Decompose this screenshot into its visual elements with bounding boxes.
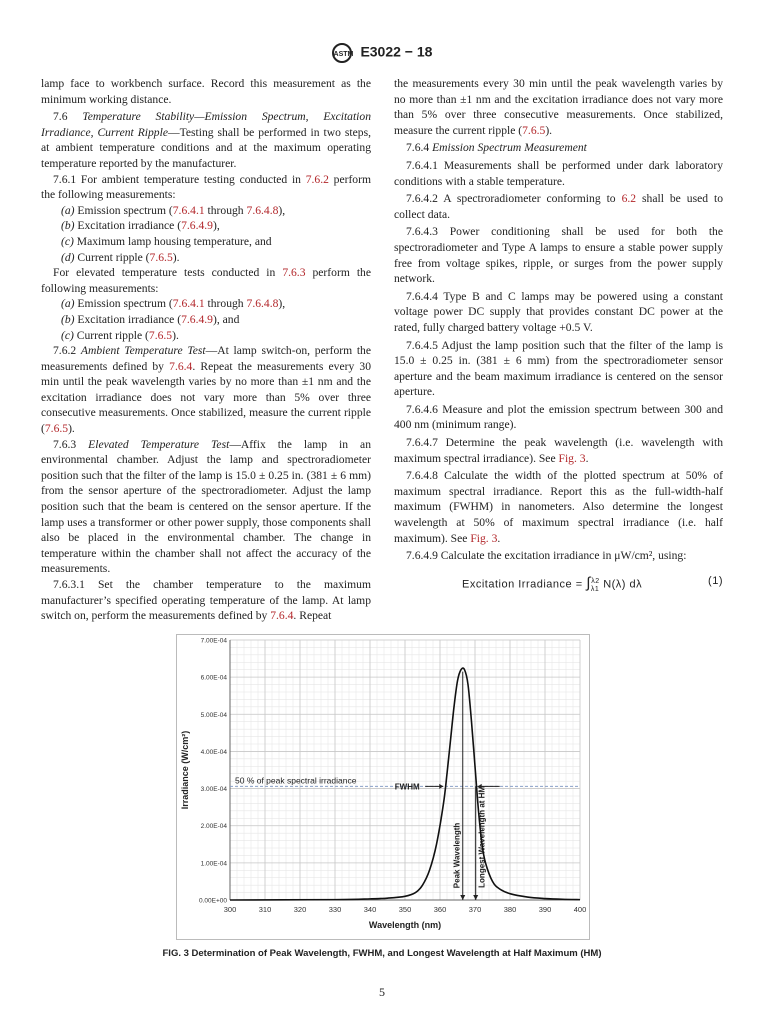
right-column-paragraph <box>394 435 723 466</box>
y-tick-label: 6.00E-04 <box>200 674 227 682</box>
text-run: ). <box>172 250 180 264</box>
cross-reference-link[interactable]: 7.6.4.1 <box>172 203 205 217</box>
half-max-label: 50 % of peak spectral irradiance <box>235 775 357 786</box>
integrand: N(λ) dλ <box>603 578 643 591</box>
text-run: lamp face to workbench surface. Record this measurement as the minimum working distance. <box>41 77 371 106</box>
text-run: 7.6.4.9 Calculate the excitation irradiance in μW/cm², using: <box>406 549 687 563</box>
right-column-paragraph <box>394 191 723 222</box>
equation-number: (1) <box>708 574 723 587</box>
cross-reference-link[interactable]: Fig. 3 <box>558 451 586 465</box>
astm-logo-icon: ASTM <box>332 43 352 63</box>
text-run: perform the following measurements: <box>41 172 371 202</box>
text-run: (b) <box>61 312 75 326</box>
left-column-paragraph <box>41 234 371 250</box>
y-tick-label: 4.00E-04 <box>200 748 227 756</box>
y-tick-label: 5.00E-04 <box>200 711 227 719</box>
left-column-paragraph <box>41 203 371 219</box>
text-run: through <box>204 297 247 311</box>
text-run: 7.6.2 <box>53 344 81 358</box>
integral-lower: λ1 <box>590 585 600 593</box>
text-run: (b) <box>61 219 75 233</box>
right-column-paragraph <box>394 140 723 156</box>
y-tick-label: 3.00E-04 <box>200 786 227 794</box>
text-run: Excitation irradiance ( <box>74 312 182 326</box>
left-column-paragraph <box>41 343 371 437</box>
left-column-paragraph <box>41 172 371 203</box>
text-run: ), <box>278 203 286 217</box>
text-run: Emission Spectrum Measurement <box>432 141 587 155</box>
left-column-paragraph <box>41 76 371 107</box>
cross-reference-link[interactable]: 7.6.4.8 <box>246 203 279 217</box>
text-run: ), and <box>212 312 240 326</box>
left-column-paragraph <box>41 250 371 266</box>
text-run: Current ripple ( <box>74 250 150 264</box>
cross-reference-link[interactable]: 7.6.4.1 <box>172 297 205 311</box>
text-run: Emission spectrum ( <box>74 297 173 311</box>
cross-reference-link[interactable]: Fig. 3 <box>470 531 498 545</box>
left-column-paragraph <box>41 296 371 312</box>
page-header <box>0 43 764 63</box>
text-run: —At lamp switch-on, perform the measurements defined by <box>41 344 371 373</box>
text-run: 7.6.3.1 Set the chamber temperature to the maximum manufacturer’s specified operating temperature of the lamp. At lamp switch on, perform the measurements defined by <box>41 578 371 623</box>
text-run: 7.6 <box>53 110 83 124</box>
text-run: —Testing shall be performed in two steps, at ambient temperature conditions and at the maximum operating temperature reported by the manufacturer. <box>41 125 371 170</box>
left-column <box>41 76 371 624</box>
x-tick-label: 400 <box>573 905 587 914</box>
cross-reference-link[interactable]: 7.6.4.9 <box>181 312 213 326</box>
right-column-paragraph <box>394 158 723 189</box>
x-tick-label: 330 <box>328 905 342 914</box>
cross-reference-link[interactable]: 7.6.4.8 <box>246 297 279 311</box>
text-run: 7.6.4.8 Calculate the width of the plotted spectrum at 50% of maximum spectral irradiance. Report this as the full-width-half maximum (FWHM) in nanometers. Also determine the longest wavelength at 50% of maximum spectral irradiance (i.e. half maximum). See <box>394 469 723 545</box>
chart-frame <box>177 635 590 940</box>
cross-reference-link[interactable]: 6.2 <box>621 192 637 206</box>
text-run: 7.6.3 <box>53 437 89 451</box>
cross-reference-link[interactable]: 7.6.5 <box>522 123 546 137</box>
text-run: ), <box>278 297 286 311</box>
text-run: —Affix the lamp in an environmental chamber. Adjust the lamp and spectroradiometer position such that the filter of the lamp is 15.0 ± 0.25 in. (381 ± 6 mm) from the sensor aperture of the spectroradiometer. Adjust the lamp position such that the beam is centered on the sensor aperture. If the lamp uses a transformer or other power supply, those components shall also be placed in the environmental chamber. The change in temperature within the chamber shall not affect the accuracy of the measurements. <box>41 437 371 576</box>
text-run: shall be used to collect data. <box>394 192 723 221</box>
peak-wavelength-label: Peak Wavelength <box>452 822 462 889</box>
left-column-paragraph <box>41 218 371 234</box>
text-run: through <box>204 203 247 217</box>
y-tick-label: 0.00E+00 <box>198 897 227 905</box>
text-run: Ambient Temperature Test <box>80 344 206 358</box>
text-run: perform the following measurements: <box>41 266 371 295</box>
x-tick-label: 350 <box>398 905 412 914</box>
x-tick-label: 300 <box>223 905 237 914</box>
figure-caption: FIG. 3 Determination of Peak Wavelength, FWHM, and Longest Wavelength at Half Maximum (HM) <box>162 948 602 959</box>
text-run: 7.6.4.2 A spectroradiometer conforming to <box>406 192 622 206</box>
figure-3-chart <box>176 634 590 940</box>
text-run: the measurements every 30 min until the peak wavelength varies by no more than ±1 nm and the excitation irradiance does not vary more than 5% over three consecutive measurements. Once stabilized, measure the current ripple ( <box>394 77 723 137</box>
text-run: ). <box>545 123 553 137</box>
cross-reference-link[interactable]: 7.6.4.9 <box>181 219 213 233</box>
x-tick-label: 340 <box>363 905 377 914</box>
text-run: 7.6.4 <box>406 141 433 155</box>
left-column-paragraph <box>41 577 371 624</box>
y-tick-label: 7.00E-04 <box>200 637 227 645</box>
y-tick-label: 1.00E-04 <box>200 860 227 868</box>
text-run: Excitation irradiance ( <box>74 219 182 233</box>
left-column-paragraph <box>41 312 371 328</box>
right-column-paragraph <box>394 289 723 336</box>
text-run: . Repeat <box>293 609 332 623</box>
text-run: 7.6.4.7 Determine the peak wavelength (i.e. wavelength with maximum spectral irradiance). See <box>394 436 723 465</box>
integral-upper: λ2 <box>591 577 600 585</box>
text-run: 7.6.4.1 Measurements shall be performed under dark laboratory conditions with a stable temperature. <box>394 158 723 188</box>
cross-reference-link[interactable]: 7.6.4 <box>169 359 193 373</box>
right-column-paragraph <box>394 402 723 433</box>
x-tick-label: 390 <box>538 905 552 914</box>
left-column-paragraph <box>41 328 371 344</box>
equation-lhs: Excitation Irradiance = <box>462 578 587 591</box>
cross-reference-link[interactable]: 7.6.5 <box>148 328 173 342</box>
text-run: 7.6.1 For ambient temperature testing conducted in <box>53 172 306 186</box>
text-run: Temperature Stability—Emission Spectrum, Excitation Irradiance, Current Ripple <box>41 110 371 139</box>
left-column-paragraph <box>41 265 371 296</box>
right-column-paragraph <box>394 548 723 564</box>
text-run: (a) <box>61 203 75 217</box>
right-column-paragraph <box>394 224 723 286</box>
text-run: 7.6.4.5 Adjust the lamp position such that the filter of the lamp is 15.0 ± 0.25 in. (381 ± 6 mm) from the spectroradiometer sensor aperture and the beam maximum irradiance is centered on the sensor aperture. <box>394 338 723 399</box>
text-run: 7.6.4.3 Power conditioning shall be used for both the spectroradiometer and Type A lamps to ensure a stable power supply free from voltage spikes, ripple, or surges from the power supply network. <box>394 225 723 286</box>
text-run: . Repeat the measurements every 30 min until the peak wavelength varies by no more than ±1 nm and the excitation irradiance does not vary more than 5% over three consecutive measurements. Once stabilized, measure the current ripple ( <box>41 359 371 436</box>
cross-reference-link[interactable]: 7.6.3 <box>282 266 306 280</box>
text-run: Current ripple ( <box>73 328 149 342</box>
document-id: E3022 − 18 <box>360 43 433 60</box>
x-axis-label: Wavelength (nm) <box>368 920 442 930</box>
cross-reference-link[interactable]: 7.6.5 <box>44 422 69 436</box>
text-run: 7.6.4.6 Measure and plot the emission spectrum between 300 and 400 nm (minimum range). <box>394 402 723 432</box>
text-run: . <box>585 451 589 465</box>
text-run: (c) <box>61 234 74 248</box>
text-run: . <box>497 531 501 545</box>
cross-reference-link[interactable]: 7.6.5 <box>149 250 173 264</box>
text-run: Maximum lamp housing temperature, and <box>73 234 272 248</box>
left-column-paragraph <box>41 437 371 577</box>
x-tick-label: 320 <box>293 905 307 914</box>
cross-reference-link[interactable]: 7.6.2 <box>305 172 329 186</box>
equation-formula <box>462 574 642 597</box>
x-tick-label: 370 <box>468 905 482 914</box>
left-column-paragraph <box>41 109 371 171</box>
page-number: 5 <box>379 985 385 999</box>
text-run: (c) <box>61 328 74 342</box>
text-run: ), <box>212 219 220 233</box>
x-tick-label: 380 <box>503 905 517 914</box>
text-run: (d) <box>61 250 75 264</box>
y-axis-label: Irradiance (W/cm²) <box>180 730 190 810</box>
integral-sign: ∫ <box>586 574 591 592</box>
fwhm-label: FWHM <box>394 782 420 792</box>
x-tick-label: 310 <box>258 905 272 914</box>
y-tick-label: 2.00E-04 <box>200 823 227 831</box>
cross-reference-link[interactable]: 7.6.4 <box>270 609 294 623</box>
text-run: For elevated temperature tests conducted in <box>53 266 283 280</box>
text-run: 7.6.4.4 Type B and C lamps may be powered using a constant voltage power DC supply that provides constant DC power at the rated, fully charged battery voltage +0.5 V. <box>394 289 723 334</box>
text-run: ). <box>172 328 179 342</box>
right-column-paragraph <box>394 338 723 400</box>
text-run: Emission spectrum ( <box>74 203 173 217</box>
right-column-paragraph <box>394 468 723 546</box>
text-run: Elevated Temperature Test <box>88 437 230 451</box>
equation-1 <box>394 574 723 597</box>
text-run: (a) <box>61 297 75 311</box>
right-column-paragraph <box>394 76 723 138</box>
x-tick-label: 360 <box>433 905 447 914</box>
chart-svg <box>176 634 590 940</box>
longest-wavelength-label: Longest Wavelength at HM <box>477 785 487 888</box>
right-column <box>394 76 723 597</box>
text-run: ). <box>68 422 75 436</box>
